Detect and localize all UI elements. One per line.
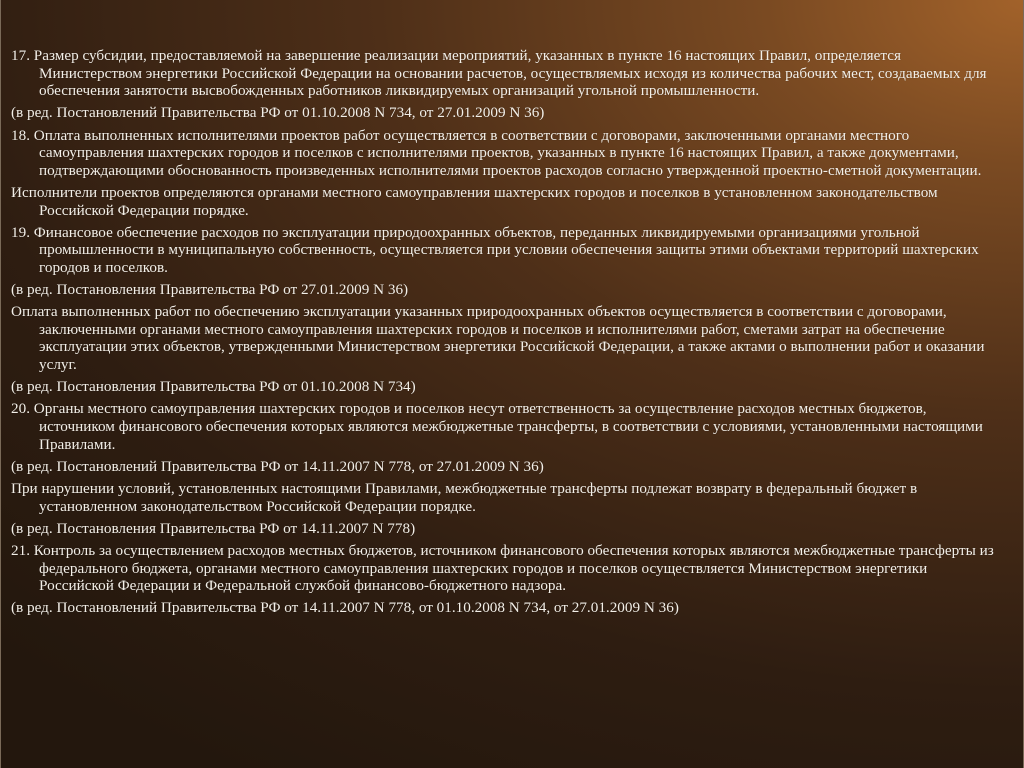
paragraph-payment: Оплата выполненных работ по обеспечению эксплуатации указанных природоохранных объектов осуществляется в соответствии с договорами, заключенными органами местного самоуправления шахтерских городов и поселков и исполнителями работ, сметами затрат на обеспечение эксплуатации этих объектов, утвержденными Министерством энергетики Российской Федерации, а также актами о выполнении работ и оказании услуг.: [11, 303, 985, 374]
amendment-note: (в ред. Постановлений Правительства РФ от 01.10.2008 N 734, от 27.01.2009 N 36): [11, 104, 545, 122]
paragraph-executors: Исполнители проектов определяются органами местного самоуправления шахтерских городов и поселков в установленном законодательством Российской Федерации порядке.: [11, 183, 938, 219]
paragraph-17: 17. Размер субсидии, предоставляемой на завершение реализации мероприятий, указанных в пункте 16 настоящих Правил, определяется Министерством энергетики Российской Федерации на основании расчетов, осуществляемых исходя из количества рабочих мест, создаваемых для обеспечения занятости высвобожденных работников ликвидируемых организаций угольной промышленности.: [11, 47, 987, 100]
paragraph-18: 18. Оплата выполненных исполнителями проектов работ осуществляется в соответствии с договорами, заключенными органами местного самоуправления шахтерских городов и поселков с исполнителями проектов, указанных в пункте 16 настоящих Правил, а также документами, подтверждающими обоснованность произведенных исполнителями проектов расходов согласно утвержденной проектно-сметной документации.: [11, 126, 982, 179]
amendment-note: (в ред. Постановления Правительства РФ от 27.01.2009 N 36): [11, 281, 409, 299]
paragraph-20: 20. Органы местного самоуправления шахтерских городов и поселков несут ответственность за осуществление расходов местных бюджетов, источником финансового обеспечения которых являются межбюджетные трансферты, в соответствии с условиями, установленными настоящими Правилами.: [11, 400, 983, 453]
text-body: [11, 47, 1003, 622]
amendment-note: (в ред. Постановления Правительства РФ от 01.10.2008 N 734): [11, 378, 416, 396]
amendment-note: (в ред. Постановления Правительства РФ от 14.11.2007 N 778): [11, 519, 416, 537]
amendment-note: (в ред. Постановлений Правительства РФ от 14.11.2007 N 778, от 01.10.2008 N 734, от 27.01.2009 N 36): [11, 599, 679, 617]
paragraph-21: 21. Контроль за осуществлением расходов местных бюджетов, источником финансового обеспечения которых являются межбюджетные трансферты из федерального бюджета, органами местного самоуправления шахтерских городов и поселков осуществляется Министерством энергетики Российской Федерации и Федеральной службой финансово-бюджетного надзора.: [11, 541, 994, 595]
paragraph-refund: При нарушении условий, установленных настоящими Правилами, межбюджетные трансферты подлежат возврату в федеральный бюджет в установленном законодательством Российской Федерации порядке.: [11, 480, 918, 515]
amendment-note: (в ред. Постановлений Правительства РФ от 14.11.2007 N 778, от 27.01.2009 N 36): [11, 457, 544, 475]
paragraph-19: 19. Финансовое обеспечение расходов по эксплуатации природоохранных объектов, переданных ликвидируемыми организациями угольной промышленности в муниципальную собственность, осуществляется при условии обеспечения защиты этими объектами территорий шахтерских городов и поселков.: [11, 223, 979, 276]
